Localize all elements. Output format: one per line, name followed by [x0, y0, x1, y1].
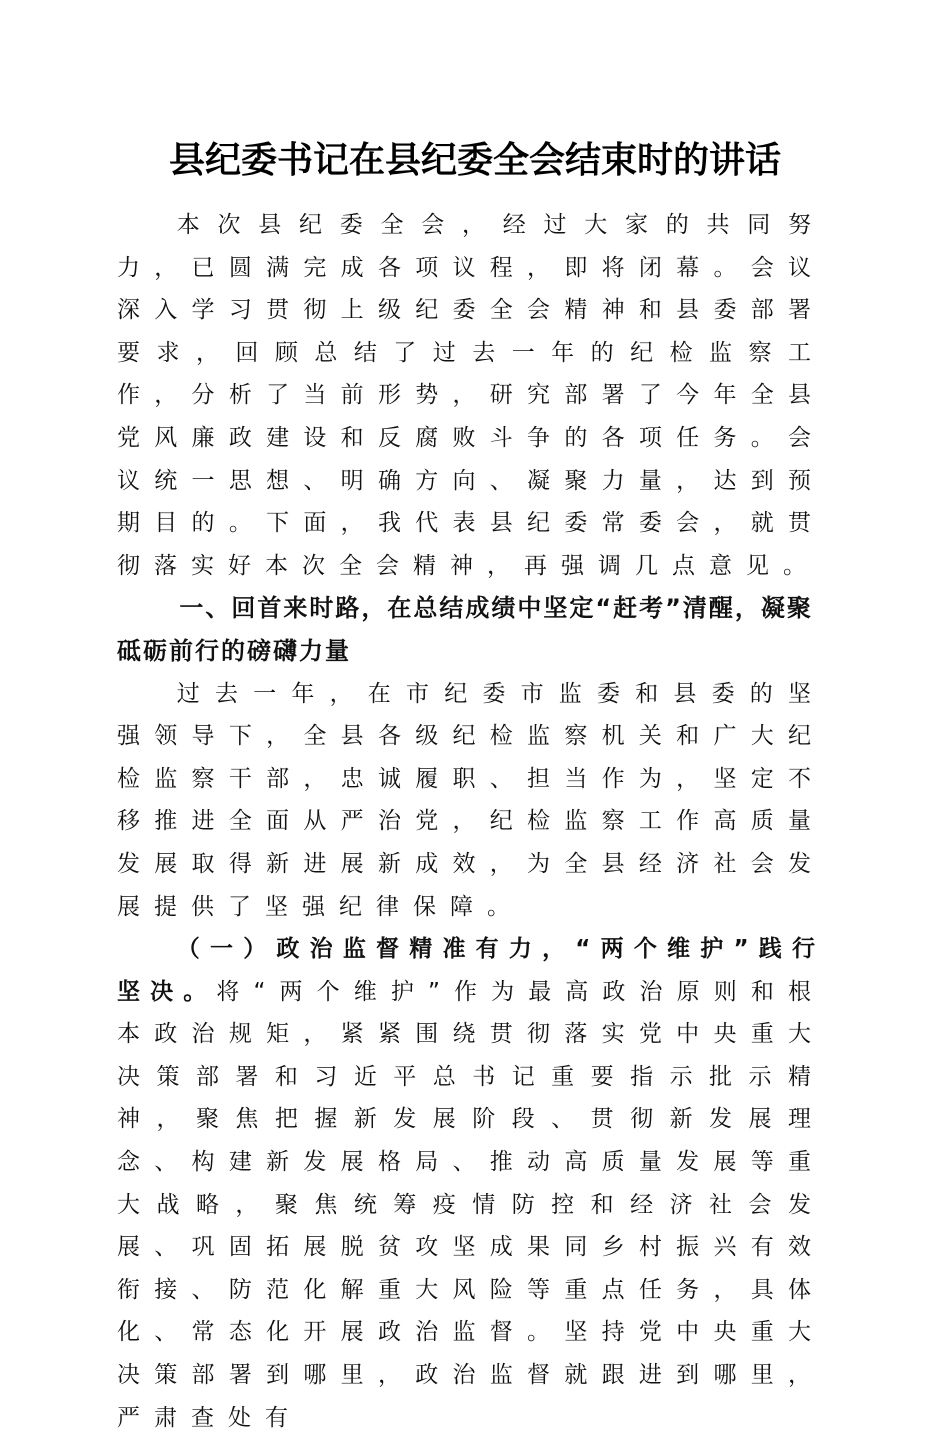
paragraph-political-supervision — [117, 928, 825, 1439]
subsection-heading-1: （一）政治监督精准有力，“两个维护”践行坚决。 — [117, 936, 825, 1005]
section-heading-1: 一、回首来时路，在总结成绩中坚定“赶考”清醒，凝聚砥砺前行的磅礴力量 — [117, 594, 813, 665]
paragraph-intro: 本次县纪委全会，经过大家的共同努力，已圆满完成各项议程，即将闭幕。会议深入学习贯彻上级纪委全会精神和县委部署要求，回顾总结了过去一年的纪检监察工作，分析了当前形势，研究部署了今年全县党风廉政建设和反腐败斗争的各项任务。会议统一思想、明确方向、凝聚力量，达到预期目的。下面，我代表县纪委常委会，就贯彻落实好本次全会精神，再强调几点意见。 — [117, 212, 825, 579]
paragraph-review: 过去一年，在市纪委市监委和县委的坚强领导下，全县各级纪检监察机关和广大纪检监察干部，忠诚履职、担当作为，坚定不移推进全面从严治党，纪检监察工作高质量发展取得新进展新成效，为全县经济社会发展提供了坚强纪律保障。 — [117, 680, 825, 920]
document-title: 县纪委书记在县纪委全会结束时的讲话 — [168, 139, 781, 181]
subsection-body-1: 将“两个维护”作为最高政治原则和根本政治规矩，紧紧围绕贯彻落实党中央重大决策部署和习近平总书记重要指示批示精神，聚焦把握新发展阶段、贯彻新发展理念、构建新发展格局、推动高质量发展等重大战略，聚焦统筹疫情防控和经济社会发展、巩固拓展脱贫攻坚成果同乡村振兴有效衔接、防范化解重大风险等重点任务，具体化、常态化开展政治监督。坚持党中央重大决策部署到哪里，政治监督就跟进到哪里，严肃查处有 — [117, 978, 825, 1431]
document-body — [117, 204, 825, 1439]
